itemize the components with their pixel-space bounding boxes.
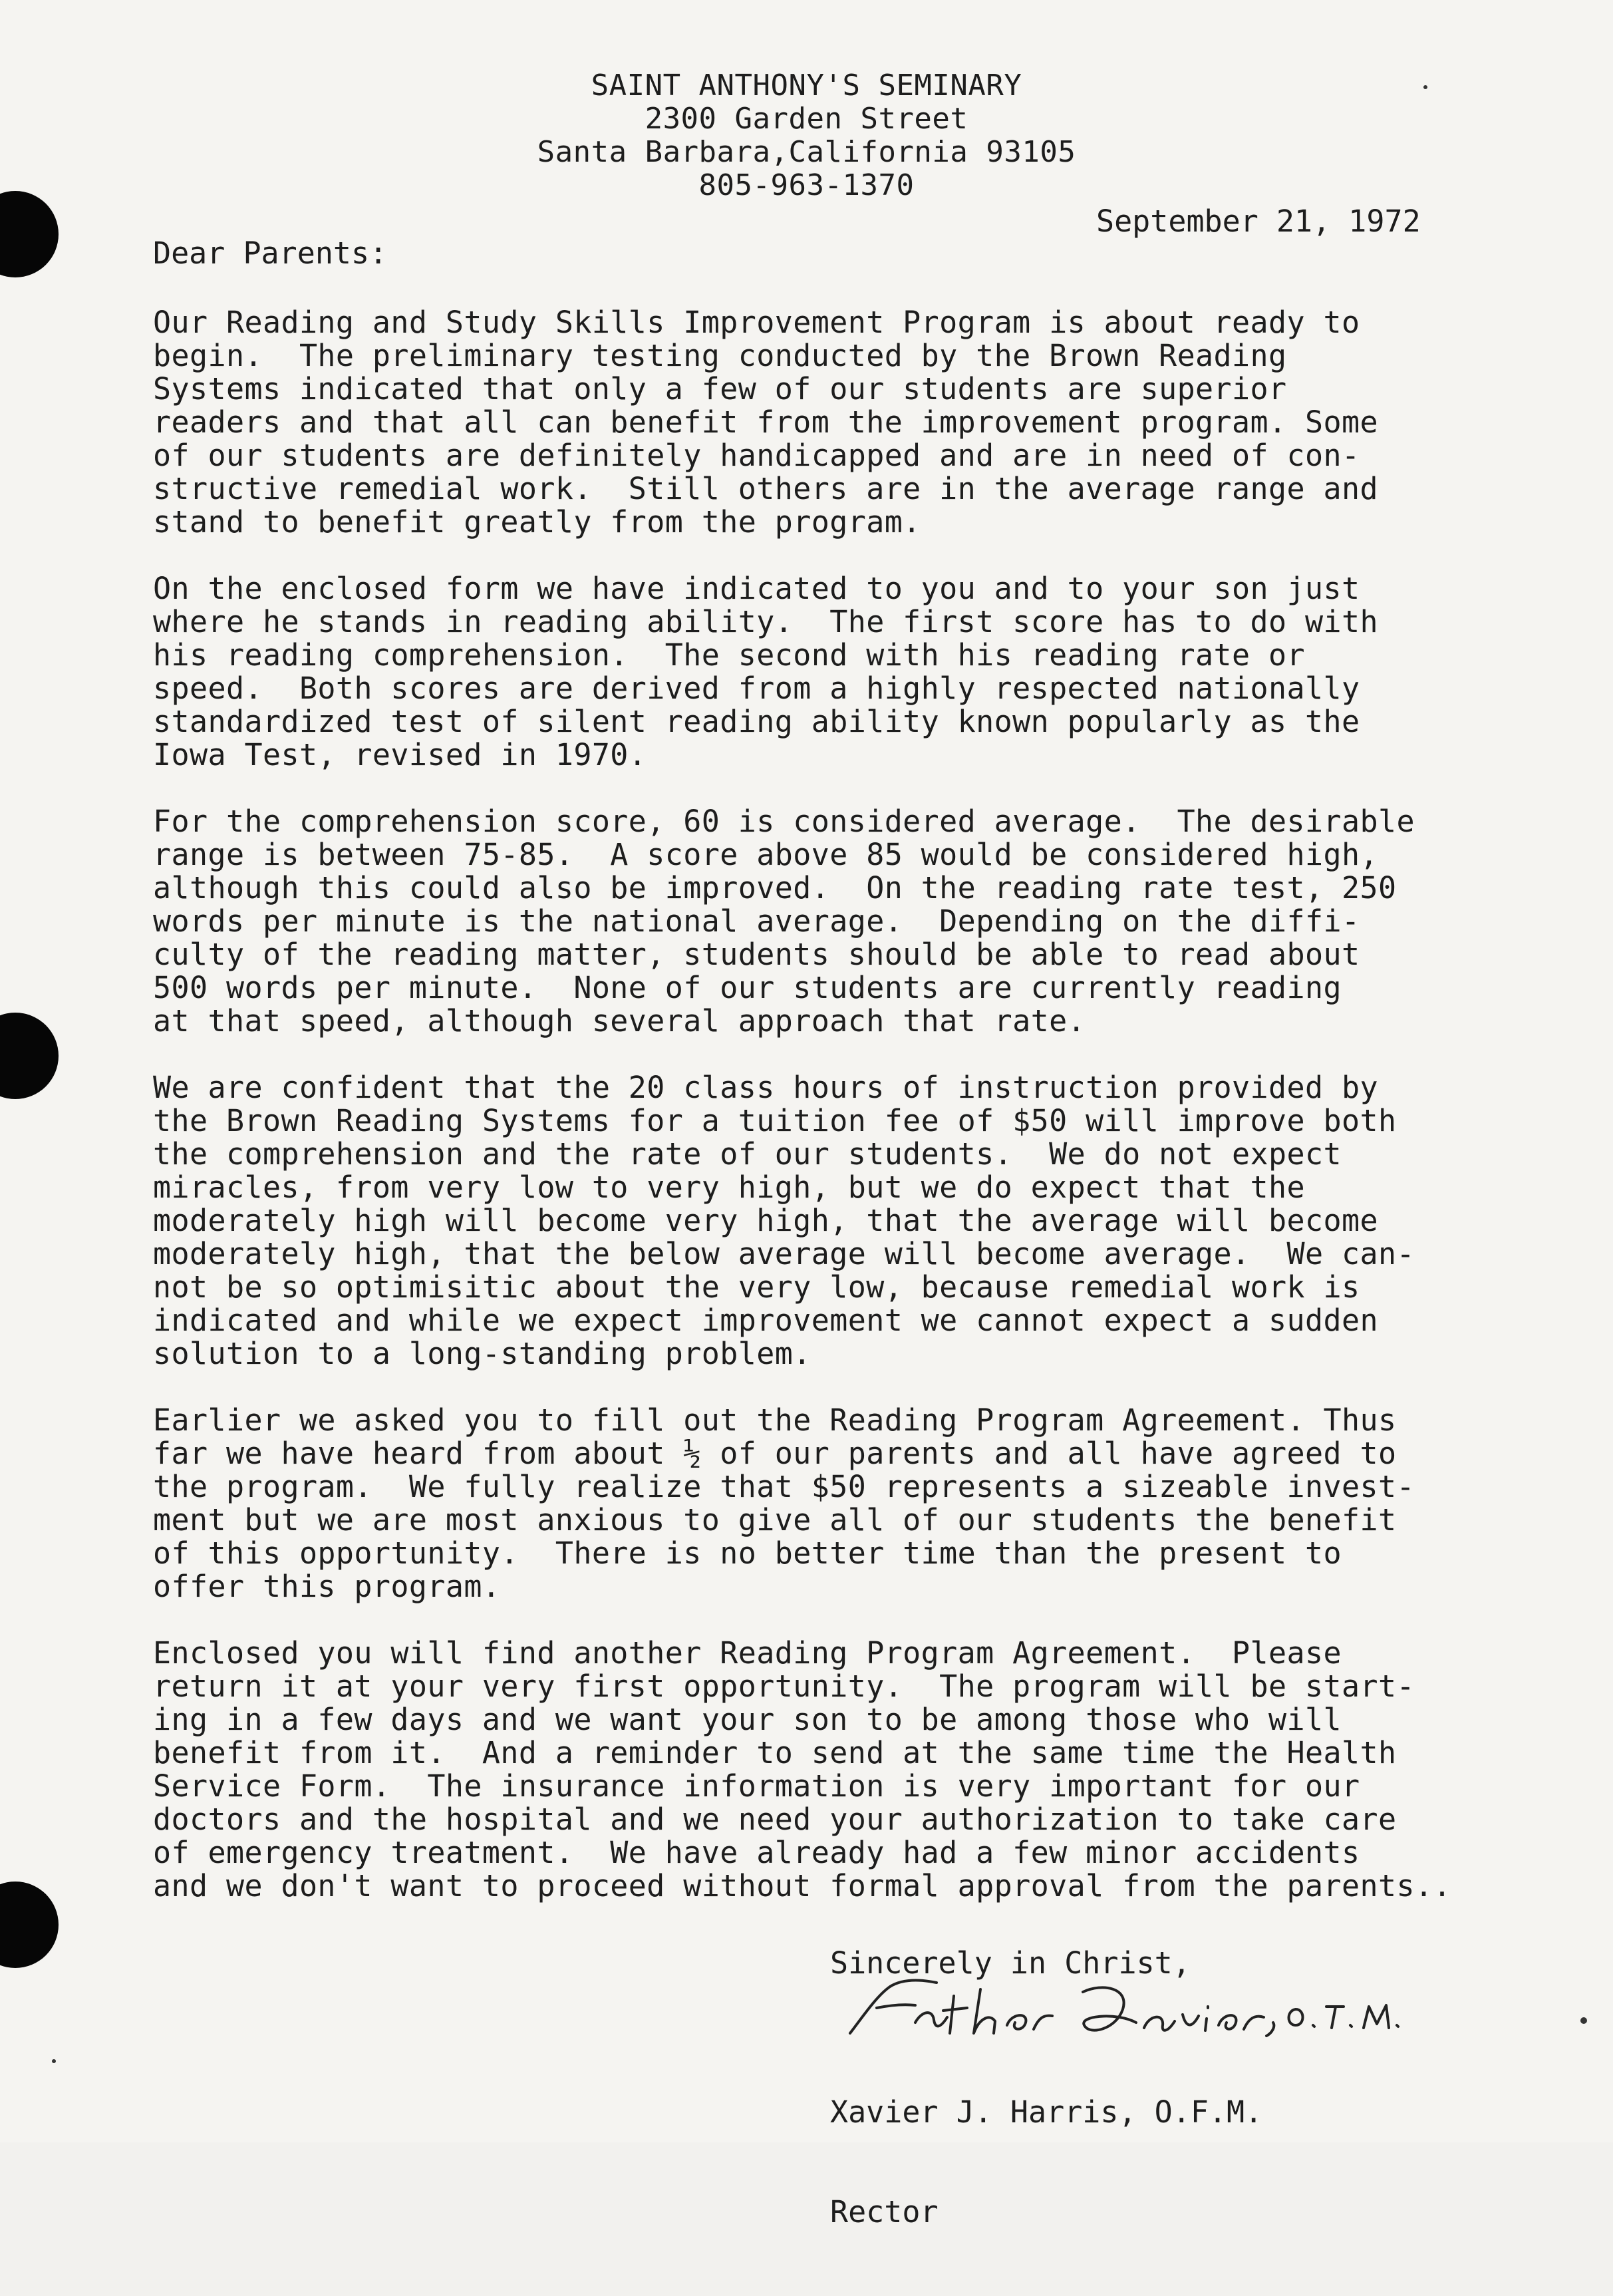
paragraph [153, 805, 1576, 1038]
text-line: of our students are definitely handicapped and are in need of con- [153, 438, 1360, 473]
text-line: Our Reading and Study Skills Improvement Program is about ready to [153, 305, 1360, 340]
text-line: ing in a few days and we want your son to be among those who will [153, 1702, 1342, 1737]
signer-name: Xavier J. Harris, O.F.M. [830, 2094, 1263, 2130]
text-line: begin. The preliminary testing conducted by the Brown Reading [153, 338, 1287, 373]
closing: Sincerely in Christ, [830, 1945, 1191, 1981]
text-line: offer this program. [153, 1569, 501, 1604]
text-line: miracles, from very low to very high, but we do expect that the [153, 1170, 1306, 1205]
paragraph [153, 306, 1576, 539]
signer-block [830, 2029, 1262, 2295]
paragraph [153, 1637, 1576, 1903]
paper-speck [52, 2059, 56, 2063]
text-line: speed. Both scores are derived from a highly respected nationally [153, 671, 1360, 706]
paragraph [153, 1071, 1576, 1371]
letter-date: September 21, 1972 [1096, 204, 1421, 239]
text-line: stand to benefit greatly from the program. [153, 504, 921, 540]
text-line: the comprehension and the rate of our students. We do not expect [153, 1136, 1342, 1172]
text-line: his reading comprehension. The second with his reading rate or [153, 637, 1306, 673]
paper-speck [1580, 2017, 1587, 2024]
paragraph [153, 572, 1576, 772]
text-line: doctors and the hospital and we need your authorization to take care [153, 1802, 1397, 1837]
text-line: culty of the reading matter, students should be able to read about [153, 937, 1360, 972]
institution-phone: 805-963-1370 [698, 168, 915, 202]
text-line: the program. We fully realize that $50 represents a sizeable invest- [153, 1469, 1415, 1504]
punch-hole [0, 1013, 59, 1099]
text-line: range is between 75-85. A score above 85 would be considered high, [153, 837, 1378, 872]
text-line: For the comprehension score, 60 is considered average. The desirable [153, 804, 1415, 839]
text-line: of this opportunity. There is no better time than the present to [153, 1536, 1342, 1571]
text-line: far we have heard from about ½ of our parents and all have agreed to [153, 1436, 1397, 1471]
punch-hole [0, 191, 59, 277]
text-line: Systems indicated that only a few of our students are superior [153, 371, 1287, 407]
text-line: return it at your very first opportunity. The program will be start- [153, 1669, 1415, 1704]
institution-street: 2300 Garden Street [645, 102, 968, 136]
punch-hole [0, 1882, 59, 1968]
salutation: Dear Parents: [153, 236, 388, 271]
text-line: Earlier we asked you to fill out the Reading Program Agreement. Thus [153, 1402, 1397, 1438]
text-line: structive remedial work. Still others are in the average range and [153, 471, 1378, 506]
text-line: although this could also be improved. On the reading rate test, 250 [153, 870, 1397, 905]
text-line: not be so optimisitic about the very low, because remedial work is [153, 1269, 1360, 1305]
letter-body [153, 306, 1576, 1936]
signer-title: Rector [830, 2194, 939, 2229]
text-line: of emergency treatment. We have already had a few minor accidents [153, 1835, 1360, 1870]
institution-city: Santa Barbara,California 93105 [537, 135, 1076, 169]
text-line: We are confident that the 20 class hours of instruction provided by [153, 1070, 1378, 1105]
paragraph [153, 1404, 1576, 1603]
text-line: moderately high will become very high, that the average will become [153, 1203, 1378, 1238]
text-line: where he stands in reading ability. The first score has to do with [153, 604, 1378, 639]
letterhead [0, 69, 1613, 202]
institution-name: SAINT ANTHONY'S SEMINARY [591, 69, 1022, 102]
text-line: On the enclosed form we have indicated to you and to your son just [153, 571, 1360, 606]
text-line: Service Form. The insurance information is very important for our [153, 1768, 1360, 1804]
text-line: Iowa Test, revised in 1970. [153, 737, 647, 772]
text-line: at that speed, although several approach that rate. [153, 1003, 1086, 1039]
text-line: standardized test of silent reading ability known popularly as the [153, 704, 1360, 739]
text-line: and we don't want to proceed without formal approval from the parents.. [153, 1868, 1451, 1903]
text-line: readers and that all can benefit from the improvement program. Some [153, 405, 1378, 440]
text-line: solution to a long-standing problem. [153, 1336, 811, 1371]
text-line: words per minute is the national average. Depending on the diffi- [153, 903, 1360, 939]
text-line: the Brown Reading Systems for a tuition fee of $50 will improve both [153, 1103, 1397, 1138]
text-line: 500 words per minute. None of our students are currently reading [153, 970, 1342, 1005]
text-line: Enclosed you will find another Reading Program Agreement. Please [153, 1635, 1342, 1671]
text-line: moderately high, that the below average will become average. We can- [153, 1236, 1415, 1271]
text-line: indicated and while we expect improvement we cannot expect a sudden [153, 1303, 1378, 1338]
text-line: benefit from it. And a reminder to send at the same time the Health [153, 1735, 1397, 1770]
text-line: ment but we are most anxious to give all of our students the benefit [153, 1502, 1397, 1538]
